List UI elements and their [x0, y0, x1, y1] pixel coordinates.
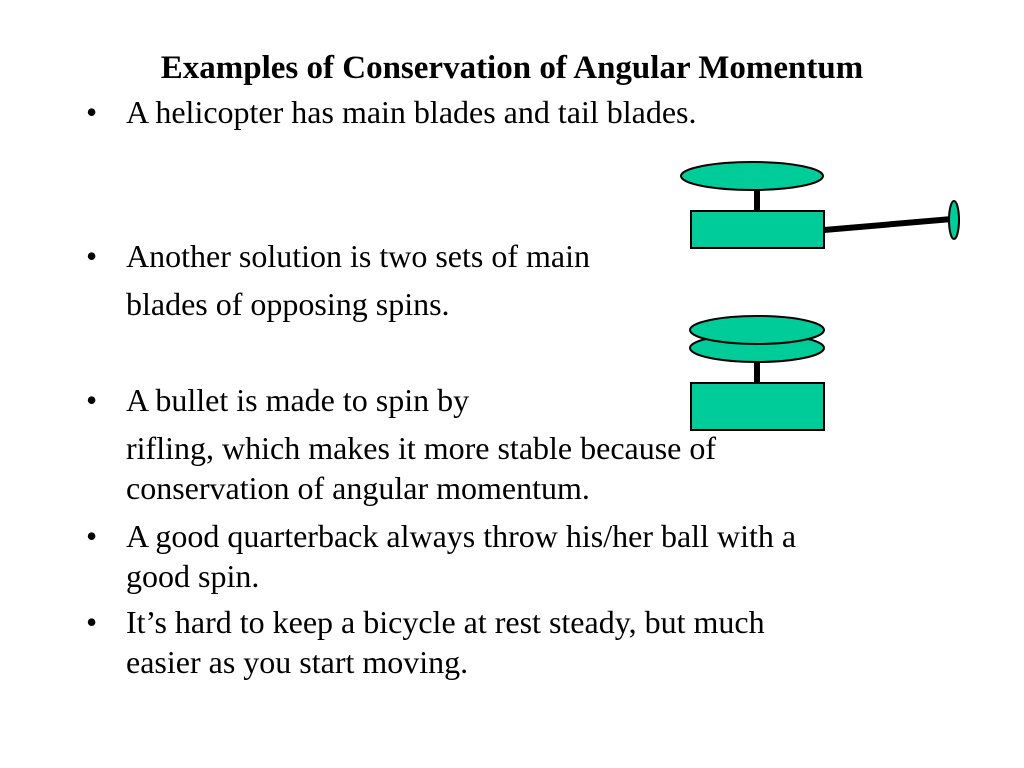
slide-title: Examples of Conservation of Angular Momentum [160, 50, 864, 86]
bullet-spin-bullet-text: A bullet is made to spin by [126, 382, 470, 418]
bullet-glyph: • [86, 518, 98, 554]
bullet-glyph: • [86, 382, 98, 418]
main-rotor-blade [681, 162, 823, 190]
helicopter-twin-rotor-diagram [690, 316, 824, 430]
quarterback-bullet-continuation: good spin. [126, 558, 260, 594]
bullet-spin-continuation-2: conservation of angular momentum. [126, 470, 590, 506]
bicycle-bullet-text: It’s hard to keep a bicycle at rest steady, but much [126, 604, 765, 640]
bicycle-bullet-continuation: easier as you start moving. [126, 644, 469, 680]
bullet-glyph: • [86, 604, 98, 640]
quarterback-bullet-text: A good quarterback always throw his/her ball with a [126, 518, 797, 554]
two-rotors-bullet-text: Another solution is two sets of main [126, 238, 590, 274]
two-rotors-bullet-continuation: blades of opposing spins. [126, 286, 450, 322]
bullet-spin-continuation: rifling, which makes it more stable because of [126, 430, 717, 466]
bullet-glyph: • [86, 238, 98, 274]
helicopter-bullet-text: A helicopter has main blades and tail blades. [126, 94, 697, 130]
helicopter-single-rotor-diagram [681, 162, 959, 248]
upper-rotor-blade [690, 316, 824, 344]
helicopter-body [691, 211, 824, 248]
helicopter-body [691, 383, 824, 430]
bullet-glyph: • [86, 94, 98, 130]
tail-rotor-blade [949, 201, 959, 239]
tail-boom [824, 219, 952, 230]
